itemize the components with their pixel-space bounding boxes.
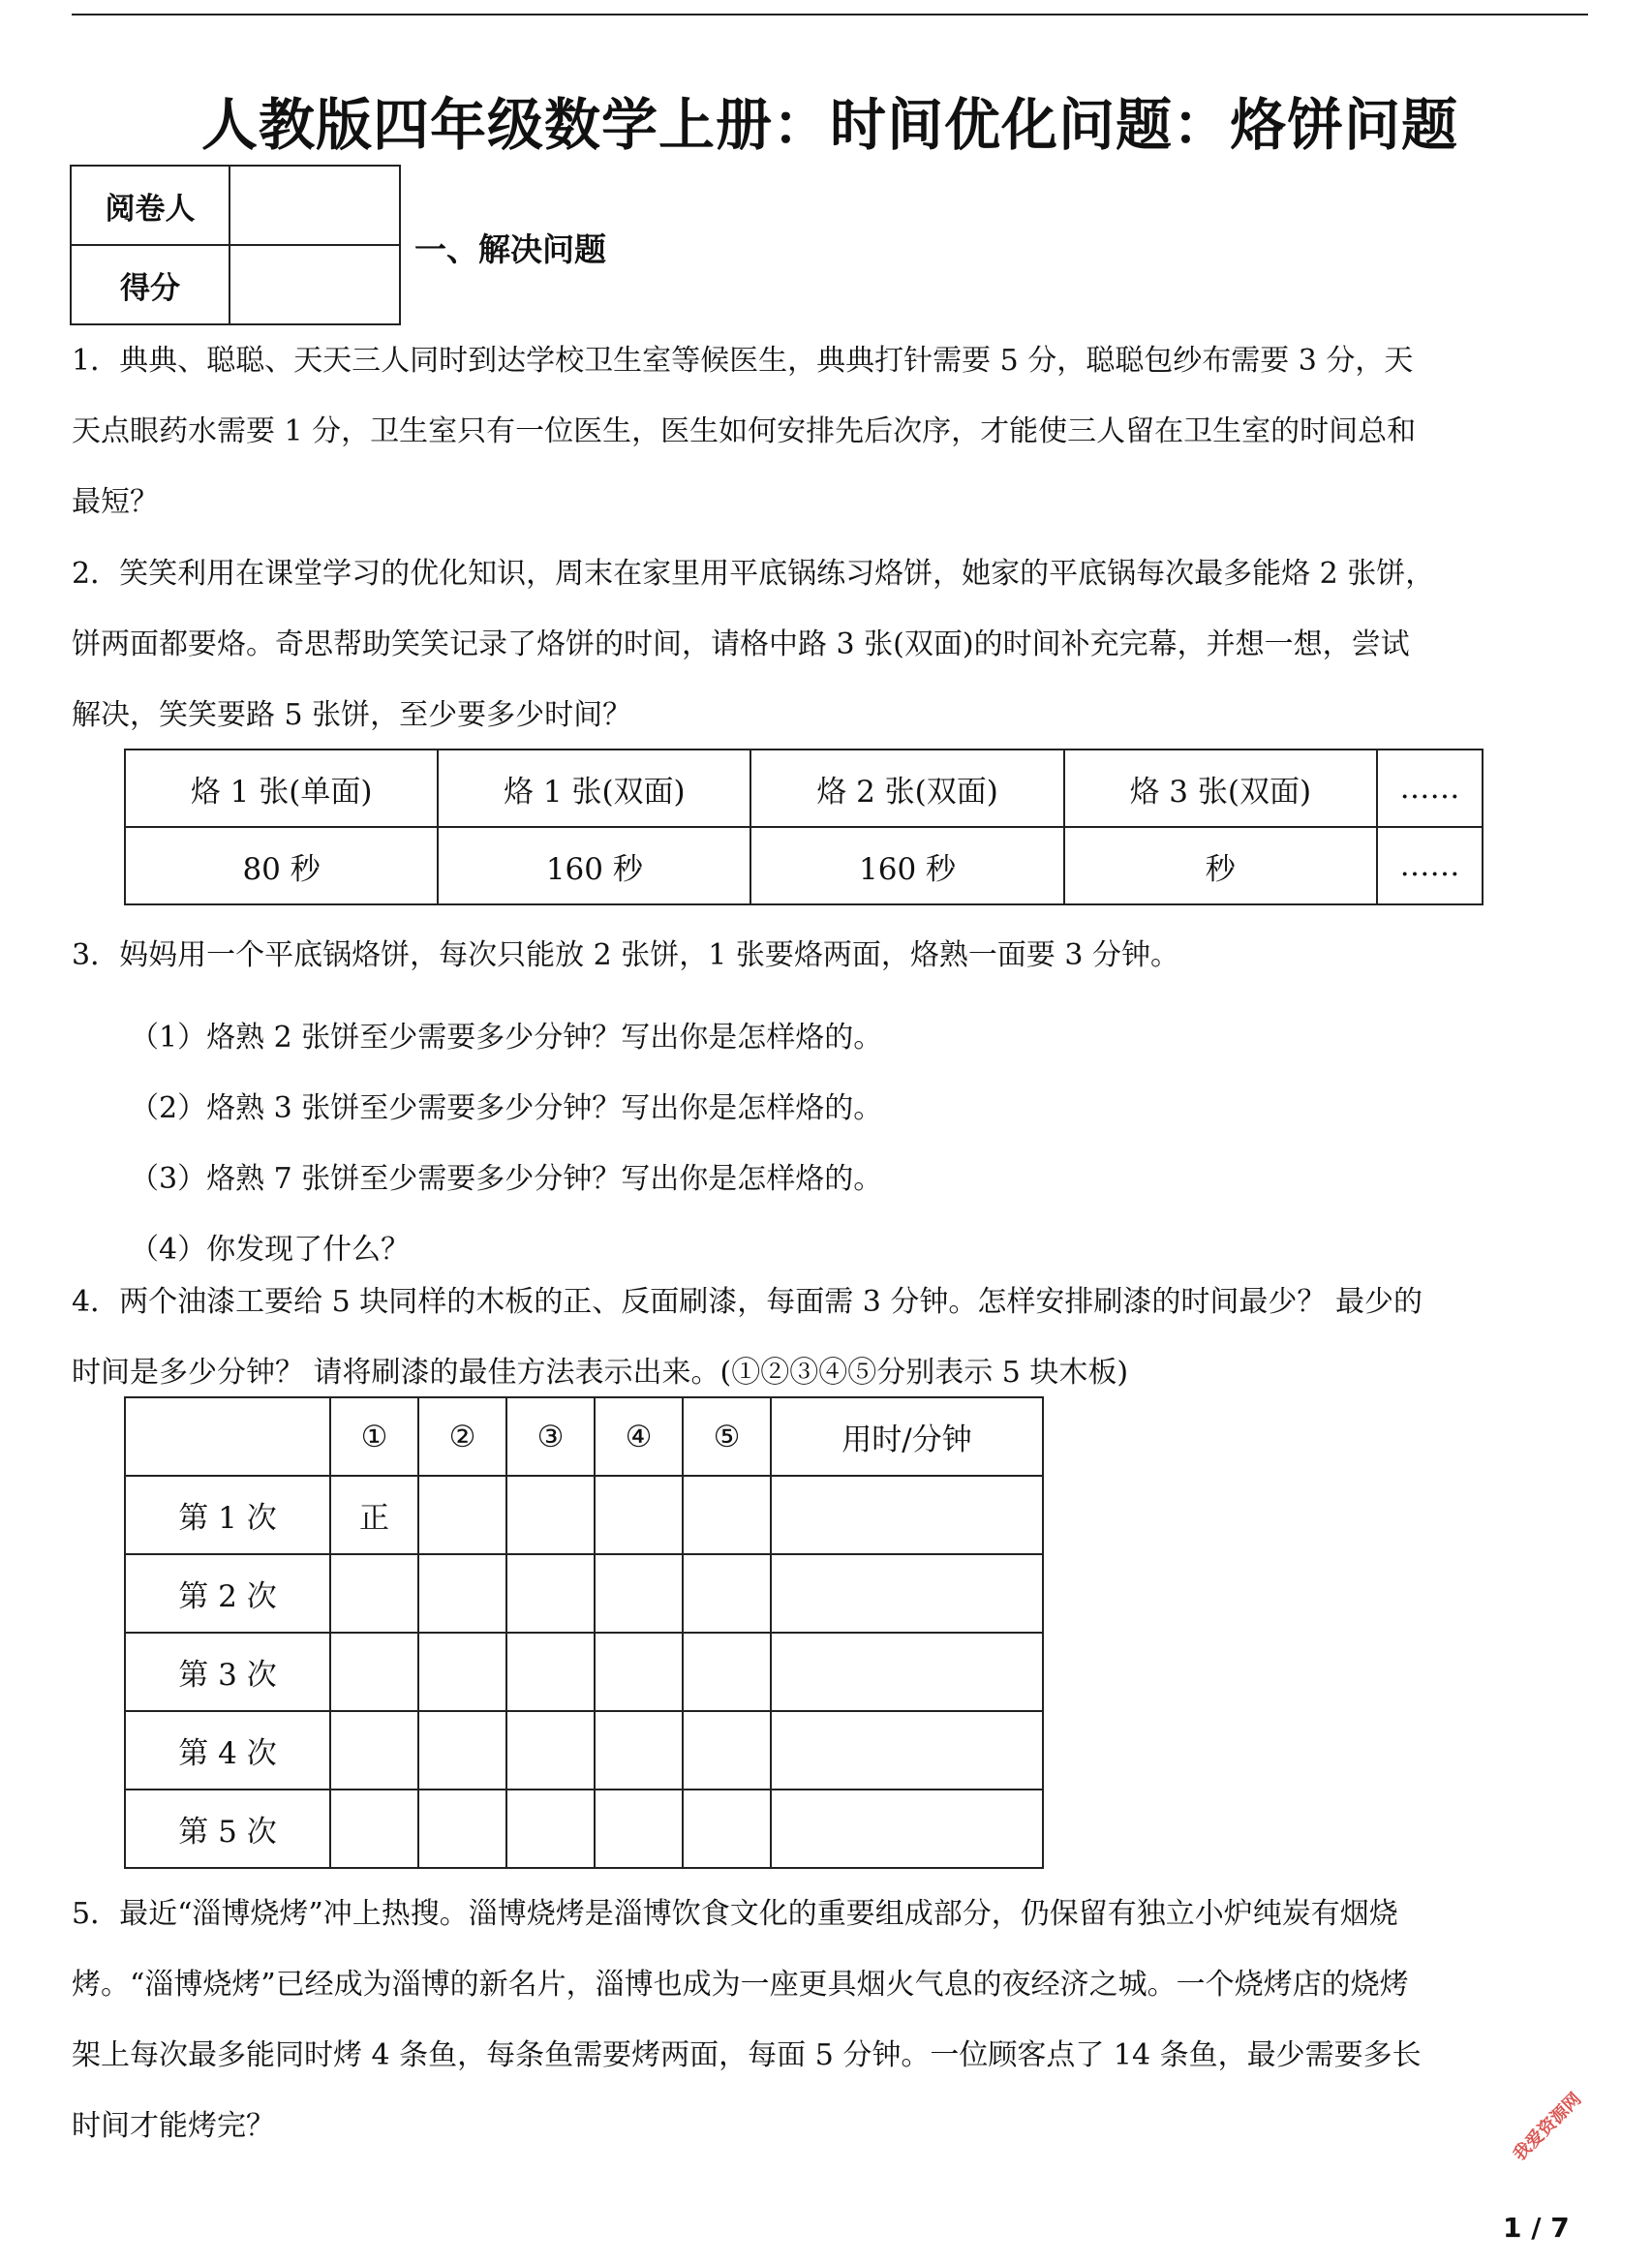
table-cell[interactable] (683, 1476, 771, 1554)
table-cell: 80 秒 (125, 827, 438, 904)
question-3 (72, 920, 1592, 991)
table-cell: 160 秒 (438, 827, 750, 904)
pancake-time-table (124, 749, 1484, 905)
painting-schedule-table (124, 1396, 1044, 1869)
question-2-line: 2．笑笑利用在课堂学习的优化知识，周末在家里用平底锅练习烙饼，她家的平底锅每次最多能烙 2 张饼， (72, 557, 1435, 591)
table-cell[interactable] (771, 1633, 1043, 1711)
question-3-part-1: （1）烙熟 2 张饼至少需要多少分钟？写出你是怎样烙的。 (130, 1021, 883, 1055)
top-rule (72, 14, 1588, 15)
table-cell[interactable] (683, 1711, 771, 1790)
table-cell[interactable] (330, 1711, 418, 1790)
question-5-line: 5．最近“淄博烧烤”冲上热搜。淄博烧烤是淄博饮食文化的重要组成部分，仍保留有独立小炉纯炭有烟烧 (72, 1897, 1398, 1931)
table-header-cell: 烙 1 张(双面) (438, 750, 750, 827)
table-row (125, 827, 1483, 904)
table-cell[interactable] (771, 1476, 1043, 1554)
page-number: 1 / 7 (1503, 2212, 1570, 2244)
question-1 (72, 325, 1592, 537)
table-cell[interactable] (595, 1554, 683, 1633)
question-1-line: 1．典典、聪聪、天天三人同时到达学校卫生室等候医生，典典打针需要 5 分，聪聪包纱布需要 3 分，天 (72, 344, 1414, 378)
table-cell[interactable] (506, 1633, 595, 1711)
table-header-cell: 烙 3 张(双面) (1064, 750, 1377, 827)
table-cell: 160 秒 (750, 827, 1063, 904)
score-field[interactable] (229, 245, 400, 324)
row-label: 第 2 次 (125, 1554, 330, 1633)
table-cell[interactable] (771, 1711, 1043, 1790)
question-1-line: 最短？ (72, 485, 159, 519)
table-header-cell: ② (418, 1397, 506, 1476)
question-3-part-2: （2）烙熟 3 张饼至少需要多少分钟？写出你是怎样烙的。 (130, 1091, 883, 1125)
question-2-line: 解决，笑笑要路 5 张饼，至少要多少时间？ (72, 698, 632, 732)
table-cell[interactable] (683, 1554, 771, 1633)
score-label: 得分 (71, 245, 229, 324)
question-4 (72, 1267, 1592, 1408)
question-3-part-4: （4）你发现了什么？ (130, 1233, 411, 1267)
table-cell[interactable] (595, 1633, 683, 1711)
table-header-cell: ③ (506, 1397, 595, 1476)
table-cell[interactable] (506, 1790, 595, 1868)
table-header-row (125, 750, 1483, 827)
table-cell: 正 (330, 1476, 418, 1554)
row-label: 第 3 次 (125, 1633, 330, 1711)
table-cell[interactable] (418, 1554, 506, 1633)
question-4-line: 4．两个油漆工要给 5 块同样的木板的正、反面刷漆，每面需 3 分钟。怎样安排刷漆的时间最少？ 最少的 (72, 1285, 1423, 1319)
reviewer-label: 阅卷人 (71, 166, 229, 245)
table-cell: …… (1377, 827, 1483, 904)
table-cell[interactable] (506, 1711, 595, 1790)
table-header-cell: ④ (595, 1397, 683, 1476)
table-cell[interactable] (683, 1633, 771, 1711)
watermark: 我爱资源网 (1509, 2089, 1586, 2165)
table-header-cell: 烙 2 张(双面) (750, 750, 1063, 827)
table-row (125, 1476, 1043, 1554)
question-5 (72, 1879, 1592, 2161)
table-header-cell: ⑤ (683, 1397, 771, 1476)
table-cell[interactable] (330, 1790, 418, 1868)
table-cell[interactable] (418, 1476, 506, 1554)
table-cell-answer[interactable]: 秒 (1064, 827, 1377, 904)
row-label: 第 1 次 (125, 1476, 330, 1554)
table-cell[interactable] (418, 1711, 506, 1790)
table-row (125, 1554, 1043, 1633)
table-cell[interactable] (595, 1790, 683, 1868)
question-1-line: 天点眼药水需要 1 分，卫生室只有一位医生，医生如何安排先后次序，才能使三人留在卫生室的时间总和 (72, 414, 1417, 448)
table-row (125, 1790, 1043, 1868)
question-5-line: 时间才能烤完？ (72, 2109, 275, 2143)
table-cell[interactable] (506, 1476, 595, 1554)
row-label: 第 4 次 (125, 1711, 330, 1790)
page-title: 人教版四年级数学上册：时间优化问题：烙饼问题 (200, 92, 1458, 158)
table-header-cell: …… (1377, 750, 1483, 827)
table-header-cell: ① (330, 1397, 418, 1476)
table-header-cell (125, 1397, 330, 1476)
reviewer-field[interactable] (229, 166, 400, 245)
question-2 (72, 538, 1592, 750)
question-4-line: 时间是多少分钟？ 请将刷漆的最佳方法表示出来。(①②③④⑤分别表示 5 块木板) (72, 1356, 1129, 1390)
question-5-line: 架上每次最多能同时烤 4 条鱼，每条鱼需要烤两面，每面 5 分钟。一位顾客点了 14 条鱼，最少需要多长 (72, 2038, 1422, 2072)
table-cell[interactable] (418, 1790, 506, 1868)
table-cell[interactable] (683, 1790, 771, 1868)
table-cell[interactable] (595, 1476, 683, 1554)
section-title: 一、解决问题 (414, 230, 606, 268)
table-row (125, 1633, 1043, 1711)
table-header-cell: 烙 1 张(单面) (125, 750, 438, 827)
question-3-part-3: （3）烙熟 7 张饼至少需要多少分钟？写出你是怎样烙的。 (130, 1162, 883, 1196)
table-row (125, 1711, 1043, 1790)
question-3-stem: 3．妈妈用一个平底锅烙饼，每次只能放 2 张饼，1 张要烙两面，烙熟一面要 3 分钟。 (72, 938, 1180, 972)
table-cell[interactable] (771, 1790, 1043, 1868)
table-cell[interactable] (418, 1633, 506, 1711)
grader-box (70, 165, 401, 325)
table-cell[interactable] (771, 1554, 1043, 1633)
table-cell[interactable] (506, 1554, 595, 1633)
table-cell[interactable] (595, 1711, 683, 1790)
table-header-row (125, 1397, 1043, 1476)
table-cell[interactable] (330, 1633, 418, 1711)
question-5-line: 烤。“淄博烧烤”已经成为淄博的新名片，淄博也成为一座更具烟火气息的夜经济之城。一个烧烤店的烧烤 (72, 1968, 1409, 2002)
question-2-line: 饼两面都要烙。奇思帮助笑笑记录了烙饼的时间，请格中路 3 张(双面)的时间补充完幕，并想一想，尝试 (72, 627, 1410, 661)
row-label: 第 5 次 (125, 1790, 330, 1868)
table-cell[interactable] (330, 1554, 418, 1633)
table-header-cell: 用时/分钟 (771, 1397, 1043, 1476)
